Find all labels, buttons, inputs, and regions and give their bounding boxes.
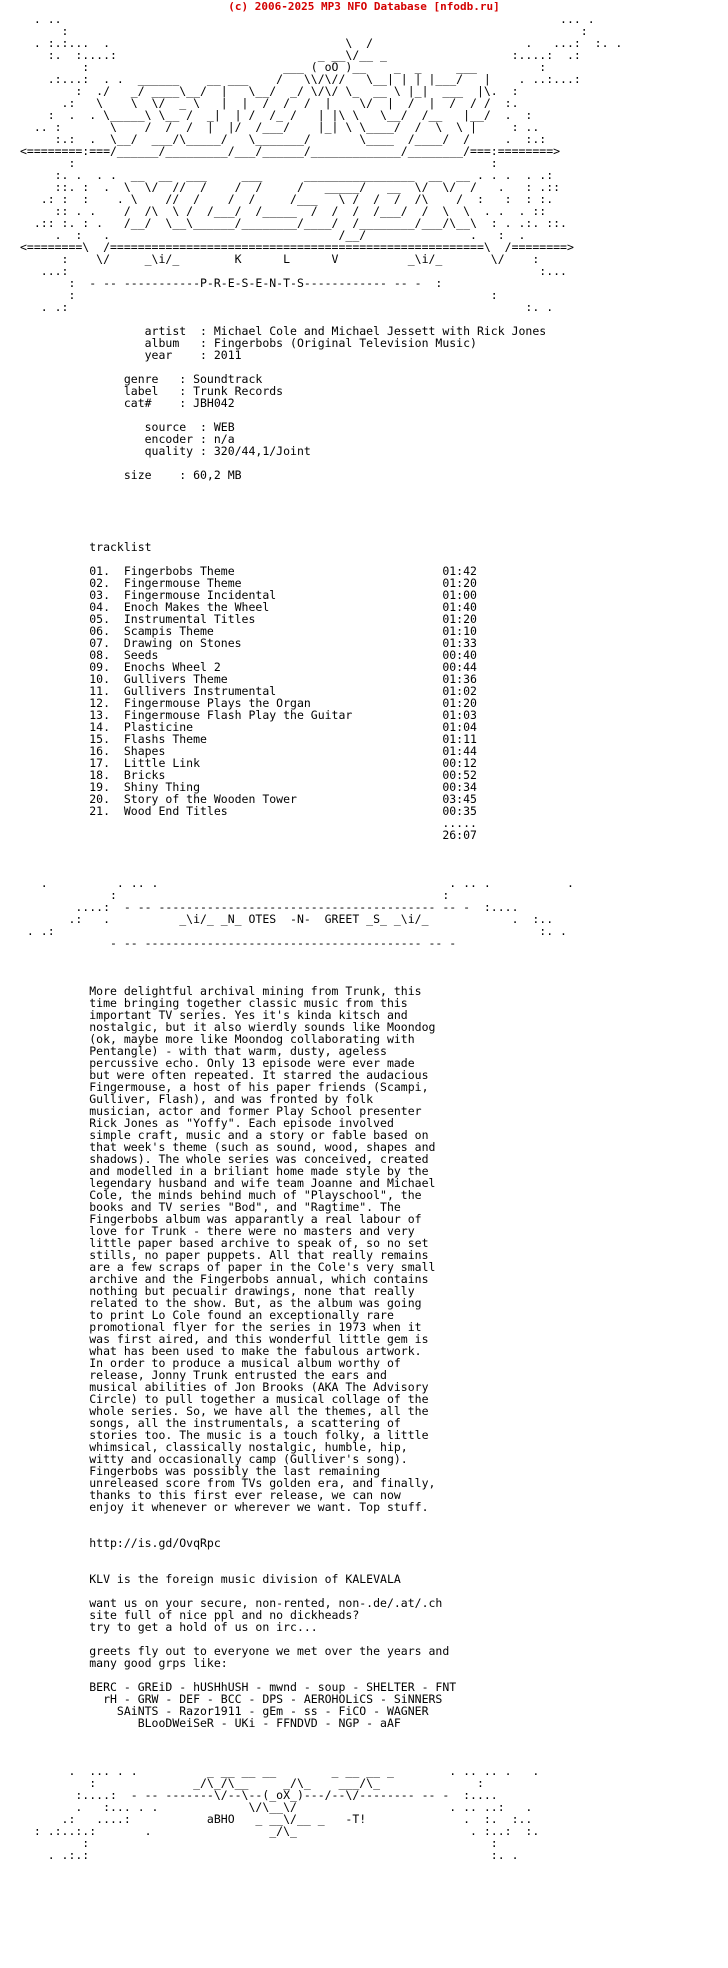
nfo-line: :. :....: _ __\/__ _ :....: .: [20, 48, 581, 62]
nfo-line: stills, no paper puppets. All that really remains [20, 1248, 429, 1262]
nfo-line: whimsical, classically nostalgic, humble, hip, [20, 1440, 408, 1454]
nfo-line: In order to produce a musical album worthy of [20, 1356, 401, 1370]
nfo-line [20, 949, 728, 961]
nfo-line: BLooDWeiSeR - UKi - FFNDVD - NGP - aAF [20, 1716, 401, 1730]
nfo-line: 15. Flashs Theme 01:11 [20, 732, 477, 746]
nfo-line: 06. Scampis Theme 01:10 [20, 624, 477, 638]
nfo-line: 13. Fingermouse Flash Play the Guitar 01:03 [20, 708, 477, 722]
nfo-line: love for Trunk - there were no masters and very [20, 1224, 415, 1238]
nfo-line: legendary husband and wife team Joanne and Michael [20, 1176, 436, 1190]
nfo-line: try to get a hold of us on irc... [20, 1620, 318, 1634]
nfo-line: whole series. So, we have all the themes, all the [20, 1404, 429, 1418]
nfo-line: 10. Gullivers Theme 01:36 [20, 672, 477, 686]
nfo-line: ....: - -- ---------------------------------------- -- - :.... [20, 900, 519, 914]
nfo-line: Fingermouse, a host of his paper friends (Scampi, [20, 1080, 429, 1094]
nfo-line [20, 853, 728, 865]
nfo-line: . : . /__/ . : . [20, 228, 526, 242]
nfo-line: what has been used to make the fabulous artwork. [20, 1344, 422, 1358]
nfo-line: - -- ---------------------------------------- -- - [20, 936, 457, 950]
nfo-line [20, 961, 728, 973]
nfo-line: . :.:... . \ / . ...: :. . [20, 36, 623, 50]
nfo-line: 17. Little Link 00:12 [20, 756, 477, 770]
nfo-line: : ___ ( oO )__ _ _ ___ : [20, 60, 547, 74]
nfo-line: . :... . . \/\__\/ . .. ..: . [20, 1800, 533, 1814]
nfo-line: Rick Jones as "Yoffy". Each episode involved [20, 1116, 394, 1130]
nfo-line: ...: :... [20, 264, 567, 278]
nfo-line: : . . \_____\ \__ / _| | / /_ / | |\ \ \__/ /__ |__/ . : [20, 108, 533, 122]
nfo-line [20, 493, 728, 505]
nfo-line: thanks to this first ever release, we can now [20, 1488, 401, 1502]
nfo-line: genre : Soundtrack [20, 372, 263, 386]
nfo-line [20, 1741, 728, 1753]
nfo-line: source : WEB [20, 420, 235, 434]
nfo-line: 20. Story of the Wooden Tower 03:45 [20, 792, 477, 806]
nfo-line: 12. Fingermouse Plays the Organ 01:20 [20, 696, 477, 710]
nfo-line [20, 1513, 728, 1525]
nfo-line: : _/\_/\__ _/\_ ___/\_ : [20, 1776, 484, 1790]
nfo-line: .. : \ / / / | |/ /___/ |_| \ \____/ / \ \ | : .. [20, 120, 540, 134]
nfo-line: 14. Plasticine 01:04 [20, 720, 477, 734]
nfo-line: .:: :. : . /__/ \__\______/________/____/ /________/___/\__\ : . .:. ::. [20, 216, 567, 230]
nfo-line: 07. Drawing on Stones 01:33 [20, 636, 477, 650]
nfo-line: : ./ _/ ____\__/ | \__/ _/ \/\/ \_ __ \ |_| ___ |\. : [20, 84, 519, 98]
nfo-line: stories too. The music is a touch folky, a little [20, 1428, 429, 1442]
nfo-line: greets fly out to everyone we met over the years and [20, 1644, 450, 1658]
nfo-line: release, Jonny Trunk entrusted the ears and [20, 1368, 387, 1382]
nfo-line: 19. Shiny Thing 00:34 [20, 780, 477, 794]
nfo-line: 18. Bricks 00:52 [20, 768, 477, 782]
nfo-line: archive and the Fingerbobs annual, which contains [20, 1272, 429, 1286]
nfo-line: 01. Fingerbobs Theme 01:42 [20, 564, 477, 578]
nfo-line: http://is.gd/OvqRpc [20, 1536, 221, 1550]
nfo-line: :. . . . __ __ ___ ___ ________________ __ __ . . . . .: [20, 168, 554, 182]
nfo-line: label : Trunk Records [20, 384, 284, 398]
nfo-line: unreleased score from TVs golden era, and finally, [20, 1476, 436, 1490]
nfo-line: . .. ... . [20, 12, 595, 26]
nfo-line: .:...: . . ______ __ ___ / \\/\// \__| | | |___/ | . ..:...: [20, 72, 581, 86]
nfo-line: enjoy it whenever or wherever we want. Top stuff. [20, 1500, 429, 1514]
nfo-line: ..... [20, 816, 477, 830]
nfo-line: encoder : n/a [20, 432, 235, 446]
nfo-line [20, 505, 728, 517]
nfo-line: quality : 320/44,1/Joint [20, 444, 311, 458]
nfo-line: . . .. . . .. . . [20, 876, 574, 890]
nfo-line: simple craft, music and a story or fable based on [20, 1128, 429, 1142]
nfo-line: . .: :. . [20, 924, 567, 938]
nfo-line: percussive echo. Only 13 episode were ever made [20, 1056, 415, 1070]
nfo-line: 21. Wood End Titles 00:35 [20, 804, 477, 818]
nfo-line: year : 2011 [20, 348, 242, 362]
nfo-line: shadows). The whole series was conceived, created [20, 1152, 429, 1166]
nfo-line: Pentangle) - with that warm, dusty, ageless [20, 1044, 387, 1058]
nfo-line: Gulliver, Flash), and was fronted by folk [20, 1092, 374, 1106]
nfo-line: 04. Enoch Makes the Wheel 01:40 [20, 600, 477, 614]
nfo-line: musical abilities of Jon Brooks (AKA The Advisory [20, 1380, 429, 1394]
nfo-line: books and TV series "Bod", and "Ragtime". The [20, 1200, 401, 1214]
nfo-line: :.: . \__/ ___/\_____/ \_______/ \____ /____/ / . :.: [20, 132, 547, 146]
nfo-line: SAiNTS - Razor1911 - gEm - ss - FiCO - WAGNER [20, 1704, 429, 1718]
nfo-line: <========:===/______/_________/___/______/_____________/________/===:========> [20, 144, 561, 158]
nfo-line: More delightful archival mining from Trunk, this [20, 984, 422, 998]
nfo-line: :: . . / /\ \ / /___/ /_____ / / / /___/ / \ \ . . . :: [20, 204, 547, 218]
nfo-line: .: \ \ \/ _ \ | | / / / | \/ | / | / / / :. [20, 96, 519, 110]
nfo-line: .: ....: aBHO _ __\/__ _ -T! . :. :.. [20, 1812, 533, 1826]
nfo-line: 08. Seeds 00:40 [20, 648, 477, 662]
nfo-line: was first aired, and this wonderful little gem is [20, 1332, 429, 1346]
nfo-line: : : [20, 888, 450, 902]
nfo-line: little paper based archive to speak of, so no set [20, 1236, 429, 1250]
nfo-line: . .: :. . [20, 300, 554, 314]
nfo-line: promotional flyer for the series in 1973 when it [20, 1320, 422, 1334]
nfo-text-block [0, 13, 728, 1861]
nfo-line: 03. Fingermouse Incidental 01:00 [20, 588, 477, 602]
nfo-line: time bringing together classic music from this [20, 996, 408, 1010]
nfo-line: nostalgic, but it also wierdly sounds like Moondog [20, 1020, 436, 1034]
nfo-line [20, 481, 728, 493]
nfo-line [20, 517, 728, 529]
nfo-line: : : [20, 156, 498, 170]
nfo-line: <========\ /======================================================\ /========> [20, 240, 574, 254]
nfo-line: Cole, the minds behind much of "Playschool", the [20, 1188, 422, 1202]
nfo-line [20, 841, 728, 853]
nfo-line: Circle) to pull together a musical collage of the [20, 1392, 429, 1406]
nfo-line: BERC - GREiD - hUSHhUSH - mwnd - soup - SHELTER - FNT [20, 1680, 457, 1694]
nfo-line: 09. Enochs Wheel 2 00:44 [20, 660, 477, 674]
nfo-line: KLV is the foreign music division of KALEVALA [20, 1572, 401, 1586]
nfo-line: : .:..:.: . _/\_ . :..: :. [20, 1824, 540, 1838]
nfo-line: site full of nice ppl and no dickheads? [20, 1608, 360, 1622]
nfo-line: 02. Fingermouse Theme 01:20 [20, 576, 477, 590]
nfo-line [20, 1549, 728, 1561]
nfo-line: related to the show. But, as the album was going [20, 1296, 422, 1310]
nfo-line: : : [20, 24, 588, 38]
nfo-line: ::. : . \ \/ // / / / / _____/ __ \/ \/ / . : .:: [20, 180, 561, 194]
nfo-line: to print Lo Cole found an exceptionally rare [20, 1308, 394, 1322]
nfo-line: Fingerbobs album was apparantly a real labour of [20, 1212, 422, 1226]
nfo-line: 05. Instrumental Titles 01:20 [20, 612, 477, 626]
nfo-line: : : [20, 1836, 498, 1850]
nfo-line: : \/ _\i/_ K L V _\i/_ \/ : [20, 252, 540, 266]
nfo-line: nothing but pecualir drawings, none that really [20, 1284, 415, 1298]
nfo-line: and modelled in a briliant home made style by the [20, 1164, 429, 1178]
nfo-line: .: : : . \ // / / / /___ \ / / / /\ / : : : :. [20, 192, 554, 206]
nfo-line: : : [20, 288, 498, 302]
nfo-line: artist : Michael Cole and Michael Jessett with Rick Jones [20, 324, 547, 338]
nfo-line: (ok, maybe more like Moondog collaborating with [20, 1032, 415, 1046]
nfo-line [20, 1729, 728, 1741]
nfo-line: cat# : JBH042 [20, 396, 235, 410]
nfo-line: are a few scraps of paper in the Cole's very small [20, 1260, 436, 1274]
nfo-line: witty and occasionally camp (Gulliver's song). [20, 1452, 408, 1466]
nfo-line: .: . _\i/_ _N_ OTES -N- GREET _S_ _\i/_ . :.. [20, 912, 554, 926]
nfo-line: album : Fingerbobs (Original Television Music) [20, 336, 477, 350]
nfo-line: 11. Gullivers Instrumental 01:02 [20, 684, 477, 698]
nfo-line: important TV series. Yes it's kinda kitsch and [20, 1008, 408, 1022]
nfo-line: Fingerbobs was possibly the last remaining [20, 1464, 381, 1478]
nfo-line: :....: - -- -------\/--\--(_oX_)---/--\/-------- -- - :.... [20, 1788, 498, 1802]
nfo-line: . .:.: :. . [20, 1848, 519, 1862]
nfo-line: that week's theme (such as sound, wood, shapes and [20, 1140, 436, 1154]
nfo-line: tracklist [20, 540, 152, 554]
nfo-line: size : 60,2 MB [20, 468, 242, 482]
nfo-line: want us on your secure, non-rented, non-.de/.at/.ch [20, 1596, 443, 1610]
nfodb-header: (c) 2006-2025 MP3 NFO Database [nfodb.ru] [228, 0, 500, 13]
nfo-line: but were often repeated. It starred the audacious [20, 1068, 429, 1082]
nfo-line: : - -- -----------P-R-E-S-E-N-T-S------------ -- - : [20, 276, 443, 290]
nfo-line: many good grps like: [20, 1656, 228, 1670]
nfo-line: 26:07 [20, 828, 477, 842]
nfo-line: . ... . . _ __ __ __ _ __ __ _ . .. .. . . [20, 1764, 540, 1778]
nfo-line: songs, all the instrumentals, a scattering of [20, 1416, 401, 1430]
nfo-line: 16. Shapes 01:44 [20, 744, 477, 758]
nfo-line: rH - GRW - DEF - BCC - DPS - AEROHOLiCS - SiNNERS [20, 1692, 443, 1706]
nfo-line: musician, actor and former Play School presenter [20, 1104, 422, 1118]
